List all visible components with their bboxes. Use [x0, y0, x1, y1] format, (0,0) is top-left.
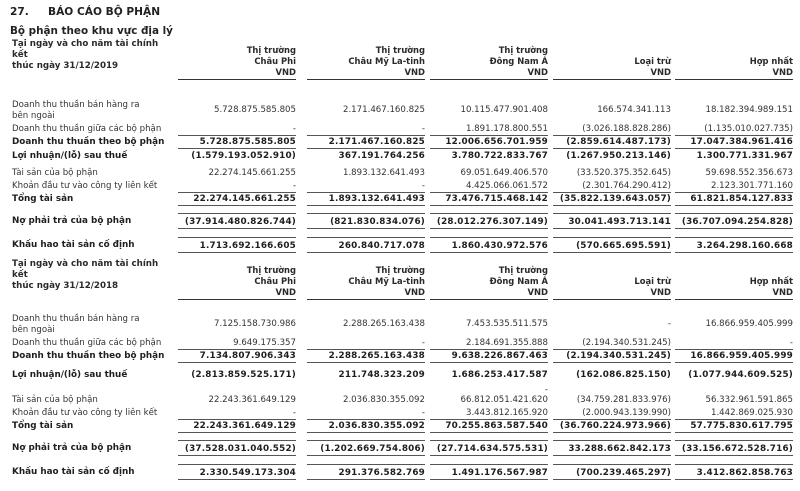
cell: 2.171.467.160.825	[342, 105, 425, 115]
cell: 1.491.176.567.987	[430, 464, 548, 480]
row-label: Nợ phải trả của bộ phận	[12, 443, 132, 453]
period-line2: thúc ngày 31/12/2018	[12, 281, 119, 291]
cell: 5.728.875.585.805	[178, 137, 296, 149]
cell: 22.274.145.661.255	[208, 168, 296, 178]
cell: -	[178, 124, 296, 136]
table-header	[10, 39, 793, 80]
section-title: BÁO CÁO BỘ PHẬN	[48, 6, 161, 18]
cell: 16.866.959.405.999	[705, 319, 793, 329]
row-label: Doanh thu thuần giữa các bộ phận	[12, 338, 162, 348]
table-2019	[10, 39, 793, 251]
cell: 9.649.175.357	[178, 338, 296, 350]
table-row	[10, 100, 793, 122]
row-label: Tài sản của bộ phận	[12, 395, 98, 405]
cell: (162.086.825.150)	[576, 370, 671, 380]
cell: 2.288.265.163.438	[342, 319, 425, 329]
cell: (28.012.276.307.149)	[430, 213, 548, 229]
cell: 367.191.764.256	[338, 151, 425, 161]
cell: 56.332.961.591.865	[705, 395, 793, 405]
cell: (33.520.375.352.645)	[576, 168, 671, 178]
row-label: Doanh thu thuần bán hàng ra bên ngoài	[12, 314, 140, 335]
row-label: Khoản đầu tư vào công ty liên kết	[12, 181, 158, 191]
period-label	[12, 259, 172, 292]
cell: (2.194.340.531.245)	[553, 351, 671, 363]
cell: -	[307, 408, 425, 420]
cell: 1.686.253.417.587	[451, 370, 548, 380]
column-header-africa: Thị trường Châu Phi VND	[178, 45, 296, 80]
cell: (37.528.031.040.552)	[178, 440, 296, 456]
row-label: Khấu hao tài sản cố định	[12, 467, 135, 477]
cell: (34.759.281.833.976)	[576, 395, 671, 405]
cell: 18.182.394.989.151	[705, 105, 793, 115]
cell: (2.301.764.290.412)	[553, 181, 671, 193]
cell: 7.453.535.511.575	[465, 319, 548, 329]
cell: 260.840.717.078	[307, 237, 425, 253]
cell: (33.156.672.528.716)	[675, 440, 793, 456]
cell: 7.134.807.906.343	[178, 351, 296, 363]
column-header-africa: Thị trường Châu Phi VND	[178, 265, 296, 300]
cell: 70.255.863.587.540	[430, 421, 548, 433]
column-header-consolidated: Hợp nhất VND	[675, 276, 793, 300]
period-label	[12, 39, 172, 72]
cell: (1.135.010.027.735)	[675, 124, 793, 136]
row-label: Doanh thu thuần giữa các bộ phận	[12, 124, 162, 134]
cell: 211.748.323.209	[338, 370, 425, 380]
cell: 30.041.493.713.141	[553, 213, 671, 229]
cell: (1.267.950.213.146)	[566, 151, 671, 161]
column-header-consolidated: Hợp nhất VND	[675, 56, 793, 80]
cell: 10.115.477.901.408	[460, 105, 548, 115]
table-2018	[10, 259, 793, 478]
cell: 57.775.830.617.795	[675, 421, 793, 433]
cell: 69.051.649.406.570	[460, 168, 548, 178]
cell: 1.893.132.641.493	[307, 194, 425, 206]
column-header-southeast-asia: Thị trường Đông Nam Á VND	[430, 45, 548, 80]
cell: 33.288.662.842.173	[553, 440, 671, 456]
subheading: Bộ phận theo khu vực địa lý	[10, 25, 173, 37]
cell: (2.194.340.531.245)	[553, 338, 671, 350]
cell: (2.813.859.525.171)	[191, 370, 296, 380]
period-line1: Tại ngày và cho năm tài chính kết	[12, 39, 159, 60]
column-header-elimination: Loại trừ VND	[553, 276, 671, 300]
cell: 7.125.158.730.986	[213, 319, 296, 329]
period-line1: Tại ngày và cho năm tài chính kết	[12, 259, 159, 280]
cell: (36.760.224.973.966)	[553, 421, 671, 433]
cell: (27.714.634.575.531)	[430, 440, 548, 456]
cell: 5.728.875.585.805	[213, 105, 296, 115]
cell: -	[675, 338, 793, 350]
cell: 2.036.830.355.092	[342, 395, 425, 405]
cell: (2.859.614.487.173)	[553, 137, 671, 149]
cell: 1.442.869.025.930	[675, 408, 793, 420]
cell: 166.574.341.113	[597, 105, 671, 115]
cell: 17.047.384.961.416	[675, 137, 793, 149]
row-label: Tổng tài sản	[12, 194, 74, 204]
cell: (35.822.139.643.057)	[553, 194, 671, 206]
cell: (1.579.193.052.910)	[191, 151, 296, 161]
cell: 16.866.959.405.999	[675, 351, 793, 363]
cell: (2.000.943.139.990)	[553, 408, 671, 420]
cell: -	[178, 408, 296, 420]
cell: -	[667, 319, 671, 329]
cell: (700.239.465.297)	[553, 464, 671, 480]
cell: -	[307, 181, 425, 193]
row-label: Doanh thu thuần theo bộ phận	[12, 137, 165, 147]
cell: 291.376.582.769	[307, 464, 425, 480]
cell: (36.707.094.254.828)	[675, 213, 793, 229]
cell: 1.713.692.166.605	[178, 237, 296, 253]
row-label: Khấu hao tài sản cố định	[12, 240, 135, 250]
cell: 2.288.265.163.438	[307, 351, 425, 363]
column-header-latin-america: Thị trường Châu Mỹ La-tinh VND	[307, 45, 425, 80]
cell: (570.665.695.591)	[553, 237, 671, 253]
cell: 1.300.771.331.967	[696, 151, 793, 161]
cell: 1.893.132.641.493	[342, 168, 425, 178]
row-label: Tổng tài sản	[12, 421, 74, 431]
cell: (1.077.944.609.525)	[688, 370, 793, 380]
cell: 3.780.722.833.767	[451, 151, 548, 161]
section-number: 27.	[10, 6, 29, 18]
row-label: Nợ phải trả của bộ phận	[12, 216, 132, 226]
cell: (1.202.669.754.806)	[307, 440, 425, 456]
cell: 22.243.361.649.129	[178, 421, 296, 433]
cell: 9.638.226.867.463	[430, 351, 548, 363]
cell: 2.123.301.771.160	[675, 181, 793, 193]
cell: 66.812.051.421.620	[460, 395, 548, 405]
row-label: Lợi nhuận/(lỗ) sau thuế	[12, 370, 128, 380]
cell: 2.036.830.355.092	[307, 421, 425, 433]
cell: 1.891.178.800.551	[430, 124, 548, 136]
column-header-elimination: Loại trừ VND	[553, 56, 671, 80]
row-label: Doanh thu thuần theo bộ phận	[12, 351, 165, 361]
cell: 2.330.549.173.304	[178, 464, 296, 480]
row-label: Doanh thu thuần bán hàng ra bên ngoài	[12, 100, 140, 121]
cell: 59.698.552.356.673	[705, 168, 793, 178]
cell: (821.830.834.076)	[307, 213, 425, 229]
cell: 22.274.145.661.255	[178, 194, 296, 206]
cell: 4.425.066.061.572	[430, 181, 548, 193]
cell: 12.006.656.701.959	[430, 137, 548, 149]
cell: 2.171.467.160.825	[307, 137, 425, 149]
cell: 3.264.298.160.668	[675, 237, 793, 253]
cell: (37.914.480.826.744)	[178, 213, 296, 229]
column-header-latin-america: Thị trường Châu Mỹ La-tinh VND	[307, 265, 425, 300]
cell: 22.243.361.649.129	[208, 395, 296, 405]
cell: -	[307, 124, 425, 136]
cell: 61.821.854.127.833	[675, 194, 793, 206]
cell: 3.412.862.858.763	[675, 464, 793, 480]
cell: (3.026.188.828.286)	[553, 124, 671, 136]
section-heading	[10, 6, 160, 18]
cell: -	[307, 338, 425, 350]
cell: -	[544, 385, 548, 395]
period-line2: thúc ngày 31/12/2019	[12, 61, 119, 71]
row-label: Tài sản của bộ phận	[12, 168, 98, 178]
table-header	[10, 259, 793, 300]
cell: 1.860.430.972.576	[430, 237, 548, 253]
cell: -	[178, 181, 296, 193]
column-header-southeast-asia: Thị trường Đông Nam Á VND	[430, 265, 548, 300]
row-label: Khoản đầu tư vào công ty liên kết	[12, 408, 158, 418]
row-label: Lợi nhuận/(lỗ) sau thuế	[12, 151, 128, 161]
cell: 3.443.812.165.920	[430, 408, 548, 420]
cell: 73.476.715.468.142	[430, 194, 548, 206]
cell: 2.184.691.355.888	[430, 338, 548, 350]
